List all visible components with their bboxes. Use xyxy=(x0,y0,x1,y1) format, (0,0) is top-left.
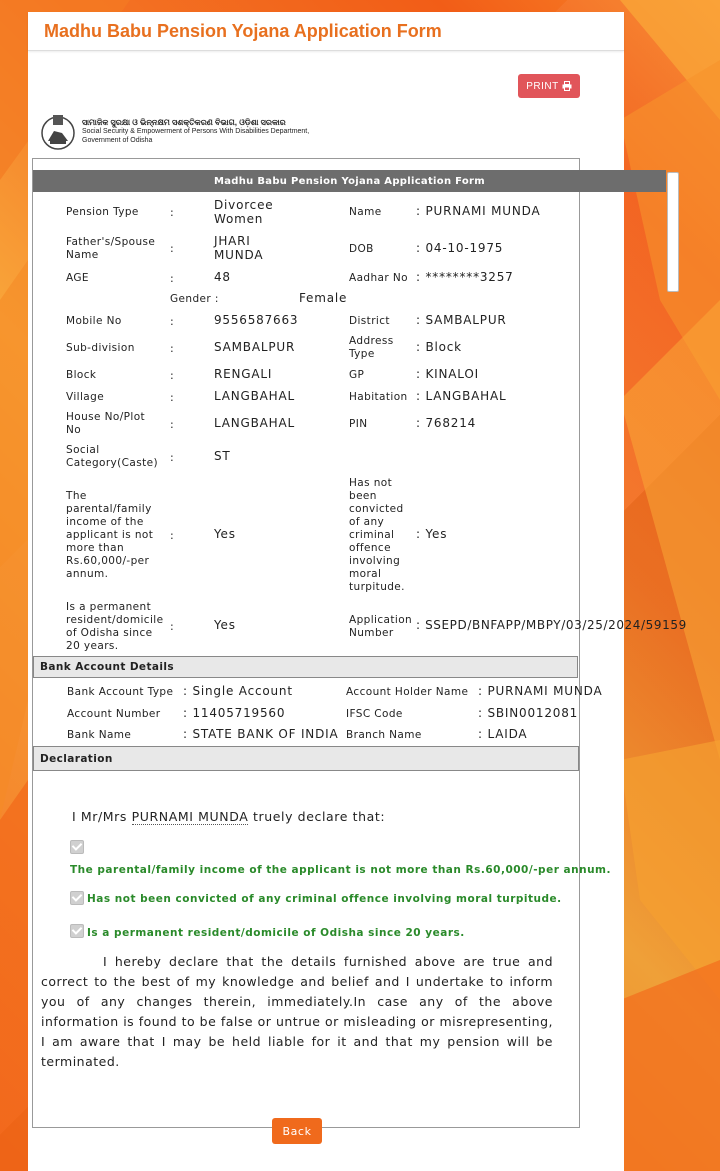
department-name-odia: ସାମାଜିକ ସୁରକ୍ଷା ଓ ଭିନ୍ନକ୍ଷମ ସଶକ୍ତିକରଣ ବିଭାଗ, ଓଡ଼ିଶା ସରକାର xyxy=(82,117,286,127)
account-holder-value: : PURNAMI MUNDA xyxy=(478,684,603,698)
mobile-label: Mobile No xyxy=(66,315,122,327)
ifsc-label: IFSC Code xyxy=(346,708,403,720)
odisha-emblem-icon xyxy=(40,111,76,151)
block-value: RENGALI xyxy=(214,367,273,381)
department-name-line1: Social Security & Empowerment of Persons With Disabilities Department, xyxy=(82,127,310,135)
income-value: Yes xyxy=(214,527,236,541)
print-label: PRINT xyxy=(526,80,559,92)
district-label: District xyxy=(349,315,390,327)
account-number-value: : 11405719560 xyxy=(183,706,286,720)
conviction-checkbox[interactable] xyxy=(70,891,84,905)
name-value: : PURNAMI MUNDA xyxy=(416,204,541,218)
pin-value: : 768214 xyxy=(416,416,477,430)
habitation-value: : LANGBAHAL xyxy=(416,389,507,403)
application-number-value: : SSEPD/BNFAPP/MBPY/03/25/2024/59159 xyxy=(416,618,687,632)
application-number-label: Application Number xyxy=(349,614,413,639)
dob-value: : 04-10-1975 xyxy=(416,241,504,255)
declarant-name: PURNAMI MUNDA xyxy=(131,809,249,824)
gp-label: GP xyxy=(349,369,365,381)
age-value: 48 xyxy=(214,270,231,284)
subdivision-value: SAMBALPUR xyxy=(214,340,296,354)
declaration-paragraph: I hereby declare that the details furnished above are true and correct to the best of my knowledge and belief and I undertake to inform you of any changes therein, immediately.In case any of the above information is found to be false or untrue or misleading or misrepresenting, I am aware that I may be held liable for it and that my pension will be terminated. xyxy=(41,954,553,1069)
colon: : xyxy=(170,391,175,404)
conviction-label: Has not been convicted of any criminal offence involving moral turpitude. xyxy=(349,477,405,593)
gp-value: : KINALOI xyxy=(416,367,479,381)
branch-name-value: : LAIDA xyxy=(478,727,528,741)
house-value: LANGBAHAL xyxy=(214,416,296,430)
declaration-intro-suffix: truely declare that: xyxy=(252,809,386,824)
house-label: House No/Plot No xyxy=(66,411,146,436)
bank-account-type-label: Bank Account Type xyxy=(67,686,174,698)
department-header xyxy=(40,110,340,152)
habitation-label: Habitation xyxy=(349,391,408,403)
colon: : xyxy=(170,529,175,542)
income-checkbox[interactable] xyxy=(70,840,84,854)
name-label: Name xyxy=(349,206,382,218)
resident-declaration-text: Is a permanent resident/domicile of Odisha since 20 years. xyxy=(87,927,465,939)
colon: : xyxy=(170,242,175,255)
colon: : xyxy=(170,369,175,382)
age-label: AGE xyxy=(66,272,89,284)
colon: : xyxy=(170,451,175,464)
colon: : xyxy=(170,272,175,285)
colon: : xyxy=(170,620,175,633)
colon: : xyxy=(170,418,175,431)
declaration-section-header: Declaration xyxy=(33,746,579,771)
caste-label: Social Category(Caste) xyxy=(66,444,158,469)
conviction-value: : Yes xyxy=(416,527,448,541)
pension-type-value: Divorcee Women xyxy=(214,198,274,226)
gender-label: Gender : xyxy=(170,293,219,305)
colon: : xyxy=(170,342,175,355)
subdivision-label: Sub-division xyxy=(66,342,135,354)
declaration-intro xyxy=(72,809,385,824)
father-label: Father's/Spouse Name xyxy=(66,236,156,261)
block-label: Block xyxy=(66,369,97,381)
declaration-intro-prefix: I Mr/Mrs xyxy=(72,809,128,824)
account-holder-label: Account Holder Name xyxy=(346,686,469,698)
income-label: The parental/family income of the applicant is not more than Rs.60,000/-per annum. xyxy=(66,490,154,580)
aadhar-value: : ********3257 xyxy=(416,270,514,284)
conviction-declaration-text: Has not been convicted of any criminal offence involving moral turpitude. xyxy=(87,893,562,905)
bank-section-header: Bank Account Details xyxy=(33,656,578,678)
father-value: JHARI MUNDA xyxy=(214,234,264,262)
department-text xyxy=(82,118,309,145)
bank-name-value: : STATE BANK OF INDIA xyxy=(183,727,339,741)
colon: : xyxy=(170,315,175,328)
resident-value: Yes xyxy=(214,618,236,632)
village-label: Village xyxy=(66,391,105,403)
village-value: LANGBAHAL xyxy=(214,389,296,403)
address-type-value: : Block xyxy=(416,340,462,354)
print-button[interactable] xyxy=(518,74,580,98)
page-title: Madhu Babu Pension Yojana Application Form xyxy=(44,20,442,41)
back-button[interactable]: Back xyxy=(272,1118,322,1144)
ifsc-value: : SBIN0012081 xyxy=(478,706,579,720)
print-icon xyxy=(562,81,572,91)
mobile-value: 9556587663 xyxy=(214,313,299,327)
district-value: : SAMBALPUR xyxy=(416,313,507,327)
gender-value: Female xyxy=(299,291,348,305)
account-number-label: Account Number xyxy=(67,708,161,720)
caste-value: ST xyxy=(214,449,231,463)
address-type-label: Address Type xyxy=(349,335,394,360)
resident-checkbox[interactable] xyxy=(70,924,84,938)
resident-label: Is a permanent resident/domicile of Odisha since 20 years. xyxy=(66,601,164,652)
department-name-line2: Government of Odisha xyxy=(82,136,153,144)
income-declaration-text: The parental/family income of the applicant is not more than Rs.60,000/-per annum. xyxy=(70,864,611,876)
branch-name-label: Branch Name xyxy=(346,729,422,741)
dob-label: DOB xyxy=(349,243,374,255)
pension-type-label: Pension Type xyxy=(66,206,139,218)
card-header xyxy=(28,12,624,51)
horizontal-scroll-indicator[interactable] xyxy=(667,172,679,292)
pin-label: PIN xyxy=(349,418,368,430)
form-title-bar: Madhu Babu Pension Yojana Application Form xyxy=(33,170,666,192)
aadhar-label: Aadhar No xyxy=(349,272,408,284)
bank-account-type-value: : Single Account xyxy=(183,684,293,698)
colon: : xyxy=(170,206,175,219)
bank-name-label: Bank Name xyxy=(67,729,132,741)
